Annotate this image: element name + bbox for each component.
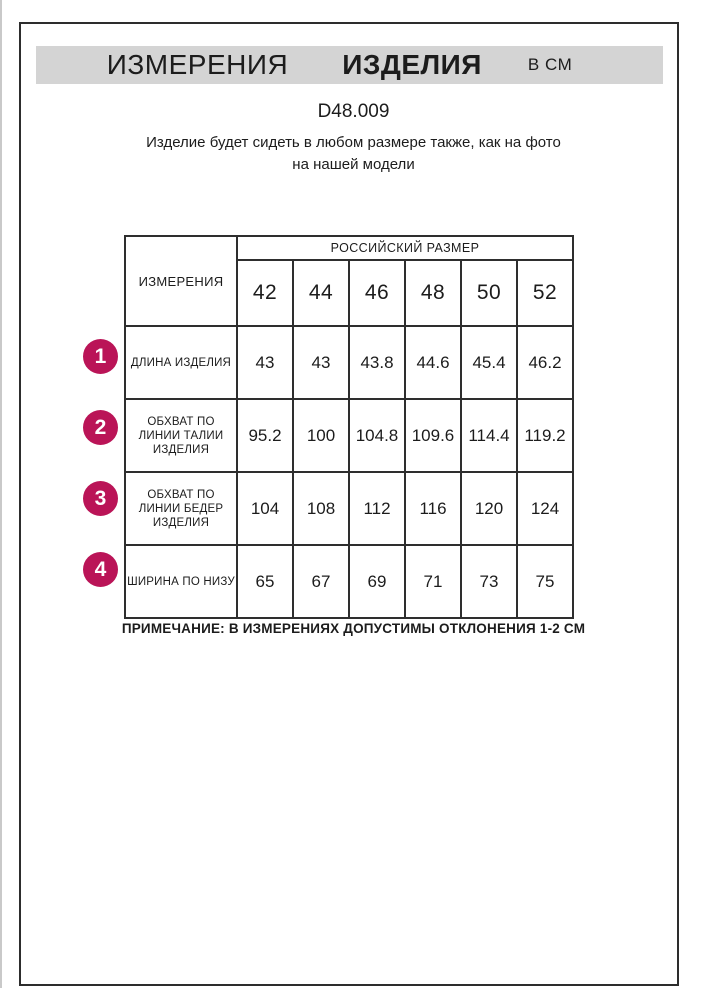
value-cell: 71 — [405, 545, 461, 618]
row-number-badge-2: 2 — [83, 410, 118, 445]
value-cell: 67 — [293, 545, 349, 618]
value-cell: 43.8 — [349, 326, 405, 399]
value-cell: 43 — [293, 326, 349, 399]
value-cell: 100 — [293, 399, 349, 472]
russian-size-header: РОССИЙСКИЙ РАЗМЕР — [237, 236, 573, 260]
size-column-header: 52 — [517, 260, 573, 326]
title-product: ИЗДЕЛИЯ — [342, 49, 482, 80]
row-label-waist: ОБХВАТ ПО ЛИНИИ ТАЛИИ ИЗДЕЛИЯ — [125, 399, 237, 472]
value-cell: 116 — [405, 472, 461, 545]
table-row-waist — [125, 399, 573, 472]
value-cell: 46.2 — [517, 326, 573, 399]
value-cell: 95.2 — [237, 399, 293, 472]
value-cell: 104 — [237, 472, 293, 545]
title-unit-cm: В СМ — [527, 55, 573, 74]
row-number-badge-1: 1 — [83, 339, 118, 374]
table-row-group-header — [125, 236, 573, 260]
product-code: D48.009 — [317, 101, 390, 122]
fit-description-line2: на нашей модели — [292, 156, 415, 173]
value-cell: 104.8 — [349, 399, 405, 472]
value-cell: 69 — [349, 545, 405, 618]
value-cell: 124 — [517, 472, 573, 545]
tolerance-note: ПРИМЕЧАНИЕ: В ИЗМЕРЕНИЯХ ДОПУСТИМЫ ОТКЛОНЕНИЯ 1-2 СМ — [121, 621, 586, 636]
value-cell: 44.6 — [405, 326, 461, 399]
value-cell: 45.4 — [461, 326, 517, 399]
value-cell: 73 — [461, 545, 517, 618]
size-column-header: 50 — [461, 260, 517, 326]
title-bar — [36, 46, 663, 84]
value-cell: 65 — [237, 545, 293, 618]
title-group — [107, 49, 572, 81]
value-cell: 120 — [461, 472, 517, 545]
title-measurements: ИЗМЕРЕНИЯ — [106, 49, 289, 80]
value-cell: 75 — [517, 545, 573, 618]
value-cell: 43 — [237, 326, 293, 399]
size-column-header: 42 — [237, 260, 293, 326]
row-number-badge-4: 4 — [83, 552, 118, 587]
value-cell: 112 — [349, 472, 405, 545]
row-label-hips: ОБХВАТ ПО ЛИНИИ БЕДЕР ИЗДЕЛИЯ — [125, 472, 237, 545]
row-number-badge-3: 3 — [83, 481, 118, 516]
value-cell: 114.4 — [461, 399, 517, 472]
size-column-header: 44 — [293, 260, 349, 326]
row-label-bottom-width: ШИРИНА ПО НИЗУ — [125, 545, 237, 618]
corner-cell-measurements: ИЗМЕРЕНИЯ — [125, 236, 237, 326]
value-cell: 109.6 — [405, 399, 461, 472]
value-cell: 119.2 — [517, 399, 573, 472]
fit-description — [0, 132, 707, 176]
value-cell: 108 — [293, 472, 349, 545]
table-row-length — [125, 326, 573, 399]
measurements-table — [124, 235, 574, 619]
size-column-header: 46 — [349, 260, 405, 326]
row-label-length: ДЛИНА ИЗДЕЛИЯ — [125, 326, 237, 399]
table-row-bottom-width — [125, 545, 573, 618]
table-row-hips — [125, 472, 573, 545]
fit-description-line1: Изделие будет сидеть в любом размере также, как на фото — [146, 134, 561, 151]
size-column-header: 48 — [405, 260, 461, 326]
